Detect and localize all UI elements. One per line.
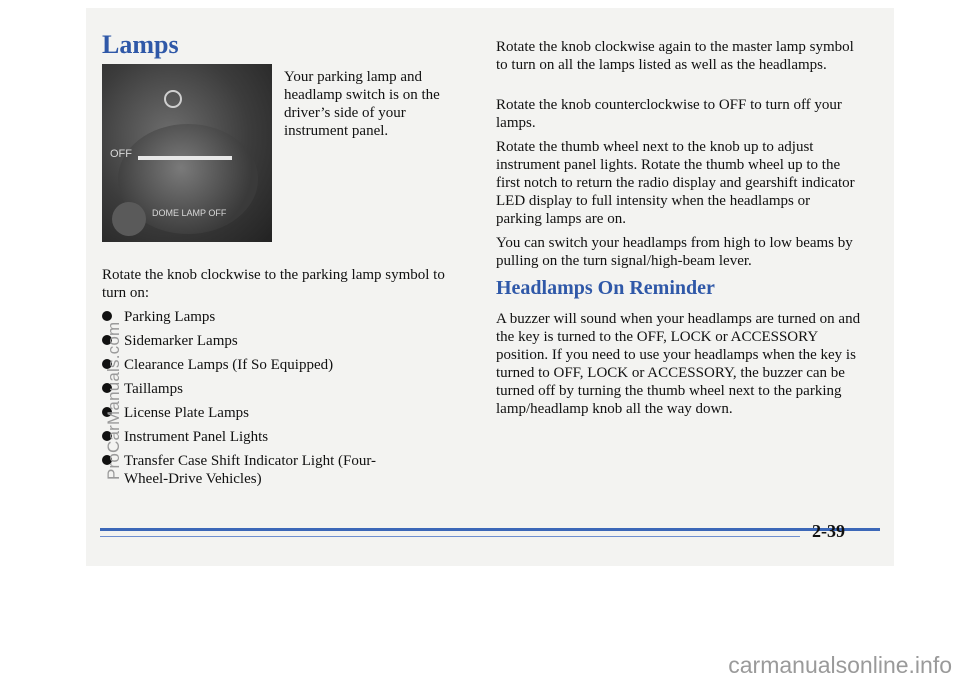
thumb-wheel xyxy=(112,202,146,236)
list-item-text: Instrument Panel Lights xyxy=(124,429,269,445)
photo-label-dome: DOME LAMP OFF xyxy=(152,208,227,218)
bottom-watermark: carmanualsonline.info xyxy=(728,652,952,678)
list-item xyxy=(102,356,384,374)
list-item-text: Clearance Lamps (If So Equipped) xyxy=(124,357,334,373)
reminder-paragraph: A buzzer will sound when your headlamps are turned on and the key is turned to the OFF, LOCK or ACCESSORY position. If you need to use your headlamps when the key is turned to OFF, LOCK or ACCESSORY, the buzzer can be turned off by turning the thumb wheel next to the parking lamp/headlamp knob all the way down. xyxy=(496,311,861,417)
footer-rule xyxy=(100,528,880,531)
lamp-list xyxy=(102,308,384,494)
off-paragraph: Rotate the knob counterclockwise to OFF to turn off your lamps. xyxy=(496,97,842,131)
photo-label-off: OFF xyxy=(110,148,132,160)
high-low-beam-paragraph: You can switch your headlamps from high to low beams by pulling on the turn signal/high-beam lever. xyxy=(496,235,853,269)
list-item-text: Sidemarker Lamps xyxy=(124,333,238,349)
bullet-icon xyxy=(102,311,112,321)
list-item xyxy=(102,380,384,398)
list-item-text: Transfer Case Shift Indicator Light (Four-Wheel-Drive Vehicles) xyxy=(124,453,377,487)
page-number: 2-39 xyxy=(812,521,845,541)
list-item xyxy=(102,308,384,326)
list-item xyxy=(102,452,384,488)
reminder-title: Headlamps On Reminder xyxy=(496,277,715,299)
intro-paragraph: Your parking lamp and headlamp switch is on the driver’s side of your instrument panel. xyxy=(284,69,440,139)
headlamp-switch-photo xyxy=(102,64,272,242)
footer-rule-thin xyxy=(100,536,800,537)
knob-indicator-bar xyxy=(138,156,232,160)
section-title: Lamps xyxy=(102,30,179,59)
rotate-parking-paragraph: Rotate the knob clockwise to the parking lamp symbol to turn on: xyxy=(102,267,445,301)
master-lamp-paragraph: Rotate the knob clockwise again to the master lamp symbol to turn on all the lamps listed as well as the headlamps. xyxy=(496,39,854,73)
list-item-text: Parking Lamps xyxy=(124,309,216,325)
list-item xyxy=(102,404,384,422)
list-item xyxy=(102,428,384,446)
lamp-symbol-icon xyxy=(164,90,182,108)
list-item-text: License Plate Lamps xyxy=(124,405,249,421)
thumb-wheel-paragraph: Rotate the thumb wheel next to the knob up to adjust instrument panel lights. Rotate the thumb wheel up to the first notch to return the radio display and gearshift indicator LED display to full intensity when the headlamps or parking lamps are on. xyxy=(496,139,855,227)
list-item xyxy=(102,332,384,350)
side-watermark: ProCarManuals.com xyxy=(104,321,123,480)
list-item-text: Taillamps xyxy=(124,381,183,397)
